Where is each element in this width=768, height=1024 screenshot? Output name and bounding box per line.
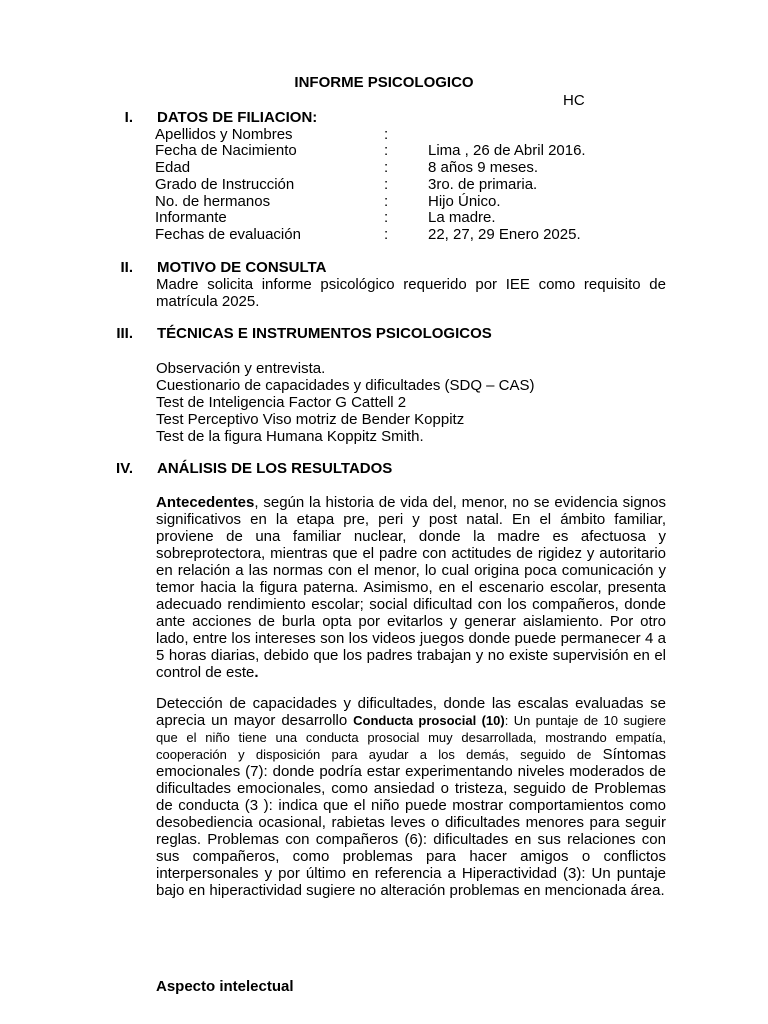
aspecto-heading: Aspecto intelectual [156, 978, 294, 995]
deteccion-bold: Conducta prosocial (10) [353, 713, 505, 728]
field-value: 8 años 9 meses. [428, 159, 539, 176]
antecedentes-paragraph [156, 494, 666, 681]
section-title: ANÁLISIS DE LOS RESULTADOS [157, 460, 393, 477]
filiacion-row [155, 126, 675, 143]
field-value: 3ro. de primaria. [428, 176, 538, 193]
antecedentes-end: . [254, 664, 259, 681]
field-colon: : [384, 226, 389, 243]
field-label: Edad [155, 159, 191, 176]
field-colon: : [384, 126, 389, 143]
filiacion-row [155, 176, 675, 193]
filiacion-row [155, 159, 675, 176]
deteccion-small: : Un puntaje de 10 sugiere que el niño tiene una conducta prosocial muy desarrollada, mostrando empatía, cooperación y disposición para ayudar a los demás, seguido de [156, 713, 667, 762]
field-colon: : [384, 193, 389, 210]
section-number: I. [124, 109, 133, 126]
field-value: Hijo Único. [428, 193, 501, 210]
tecnica-item: Cuestionario de capacidades y dificultades (SDQ – CAS) [156, 377, 535, 394]
field-value: La madre. [428, 209, 496, 226]
field-colon: : [384, 142, 389, 159]
section-number: II. [120, 259, 133, 276]
section-number: III. [116, 325, 133, 342]
antecedentes-lead: Antecedentes [156, 494, 255, 511]
report-title: INFORME PSICOLOGICO [294, 74, 474, 91]
field-label: No. de hermanos [155, 193, 271, 210]
antecedentes-body: , según la historia de vida del, menor, no se evidencia signos significativos en la etapa pre, peri y post natal. En el ámbito familiar, proviene de una familiar nuclear, donde la madre es afectuosa y sobreprotectora, mientras que el padre con actitudes de rigidez y autoritario en relación a las normas con el menor, lo cual origina poca comunicación y temor hacia la figura paterna. Asimismo, en el escenario escolar, presenta adecuado rendimiento escolar; social dificultad con los compañeros, donde ante acciones de burla opta por evitarlos y generar aislamiento. Por otro lado, entre los intereses son los videos juegos donde puede permanecer 4 a 5 horas diarias, debido que los padres trabajan y no existe supervisión en el control de este [156, 494, 666, 681]
filiacion-row [155, 142, 675, 159]
section-number: IV. [116, 460, 133, 477]
deteccion-rest: Síntomas emocionales (7): donde podría estar experimentando niveles moderados de dificultades emocionales, como ansiedad o tristeza, seguido de Problemas de conducta (3 ): indica que el niño puede mostrar comportamientos como desobediencia ocasional, rabietas leves o dificultades menores para seguir reglas. Problemas con compañeros (6): dificultades en sus relaciones con sus compañeros, como problemas para hacer amigos o conflictos interpersonales y por último en referencia a Hiperactividad (3): Un puntaje bajo en hiperactividad sugiere no alteración problemas en mencionada área. [156, 746, 666, 899]
filiacion-row [155, 209, 675, 226]
field-label: Informante [155, 209, 227, 226]
tecnica-item: Test Perceptivo Viso motriz de Bender Koppitz [156, 411, 465, 428]
filiacion-row [155, 193, 675, 210]
deteccion-intro: Detección de capacidades y dificultades, donde las escalas evaluadas se aprecia un mayor desarrollo [156, 695, 666, 729]
filiacion-row [155, 226, 675, 243]
field-colon: : [384, 176, 389, 193]
field-label: Fechas de evaluación [155, 226, 301, 243]
section-title: MOTIVO DE CONSULTA [157, 259, 327, 276]
section-title: TÉCNICAS E INSTRUMENTOS PSICOLOGICOS [157, 325, 492, 342]
field-value: 22, 27, 29 Enero 2025. [428, 226, 581, 243]
field-label: Grado de Instrucción [155, 176, 295, 193]
field-label: Apellidos y Nombres [155, 126, 293, 143]
tecnica-item: Test de la figura Humana Koppitz Smith. [156, 428, 424, 445]
section-title: DATOS DE FILIACION: [157, 109, 318, 126]
tecnica-item: Observación y entrevista. [156, 360, 326, 377]
field-value: Lima , 26 de Abril 2016. [428, 142, 586, 159]
field-label: Fecha de Nacimiento [155, 142, 297, 159]
field-colon: : [384, 209, 389, 226]
tecnica-item: Test de Inteligencia Factor G Cattell 2 [156, 394, 407, 411]
motivo-text: Madre solicita informe psicológico requerido por IEE como requisito de matrícula 2025. [156, 276, 666, 310]
hc-label: HC [563, 92, 585, 109]
deteccion-paragraph [156, 695, 666, 899]
field-colon: : [384, 159, 389, 176]
